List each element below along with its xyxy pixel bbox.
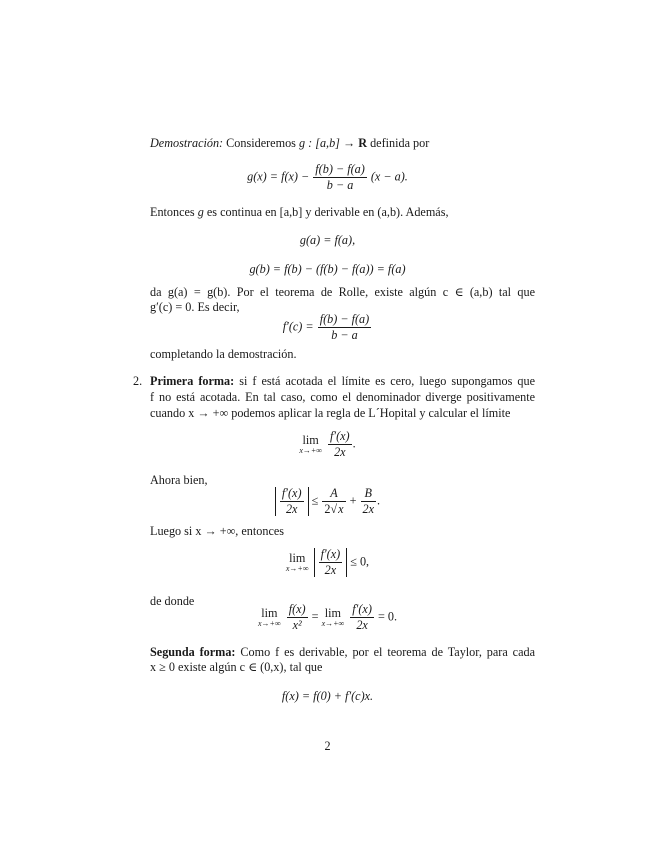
proof-intro-rest: definida por xyxy=(367,136,430,150)
first-method-line1: Primera forma: si f está acotada el límite es cero, luego supongamos que xyxy=(150,374,536,388)
second-method-title: Segunda forma: xyxy=(150,645,236,659)
first-method-line2: f no está acotada. En tal caso, como el denominador diverge positivamente xyxy=(150,390,535,404)
item-number: 2. xyxy=(133,374,143,388)
proof-map: g : [a,b] → xyxy=(298,136,359,150)
first-method-title: Primera forma: xyxy=(150,374,235,388)
reals-symbol: R xyxy=(358,136,368,150)
continuity-sentence: Entonces g es continua en [a,b] y derivable en (a,b). Además, xyxy=(150,205,449,219)
rolle-sentence: da g(a) = g(b). Por el teorema de Rolle, existe algún c ∈ (a,b) tal que xyxy=(150,285,535,299)
ahora-bien: Ahora bien, xyxy=(150,473,208,487)
fraction-fprime-c: $\frac{f(b) - f(a)}{b - a}$ xyxy=(319,312,370,342)
fraction-mean-value: $\frac{f(b) - f(a)}{b - a}$ xyxy=(315,162,365,192)
proof-label: Demostración: xyxy=(150,136,224,150)
proof-closing: completando la demostración. xyxy=(150,347,297,361)
second-method-line1: Segunda forma: Como f es derivable, por el teorema de Taylor, para cada xyxy=(150,645,536,659)
proof-intro: Consideremos xyxy=(226,136,296,150)
second-method-line2: x ≥ 0 existe algún c ∈ (0,x), tal que xyxy=(150,660,323,674)
limit-expression-3: lim x→+∞ $\frac{f(x)}{\text{x²}}$ = lim x→+∞ $\frac{f'(x)}{2x}$ = 0. xyxy=(258,602,397,632)
limit-expression-1: lim x→+∞ $\frac{f'(x)}{2x}$ . xyxy=(299,429,356,459)
inequality-bound: $\frac{f'(x)}{2x}$ ≤ $\frac{A}{2√x}$ + $\frac{B}{2x}$ . xyxy=(0,487,655,516)
limit-expression-2: lim x→+∞ $\frac{f'(x)}{2x}$ ≤ 0, xyxy=(285,547,370,577)
page-number: 2 xyxy=(324,739,331,753)
proof-heading xyxy=(150,136,535,151)
rolle-conclusion: g′(c) = 0. Es decir, xyxy=(150,300,240,314)
equation-ga: g(a) = f(a), xyxy=(299,233,356,247)
luego-sentence: Luego si x → +∞, entonces xyxy=(150,524,285,538)
first-method-line3: cuando x → +∞ podemos aplicar la regla de L´Hopital y calcular el límite xyxy=(150,406,511,420)
equation-fprime-c: f′(c) = $\frac{f(b) - f(a)}{b - a}$ xyxy=(282,312,370,342)
de-donde: de donde xyxy=(150,594,195,608)
taylor-equation: f(x) = f(0) + f′(c)x. xyxy=(281,689,374,703)
equation-g-definition: g(x) = f(x) − $\frac{f(b) - f(a)}{b - a}$ (x − a). xyxy=(247,162,408,192)
equation-gb: g(b) = f(b) − (f(b) − f(a)) = f(a) xyxy=(249,262,406,276)
